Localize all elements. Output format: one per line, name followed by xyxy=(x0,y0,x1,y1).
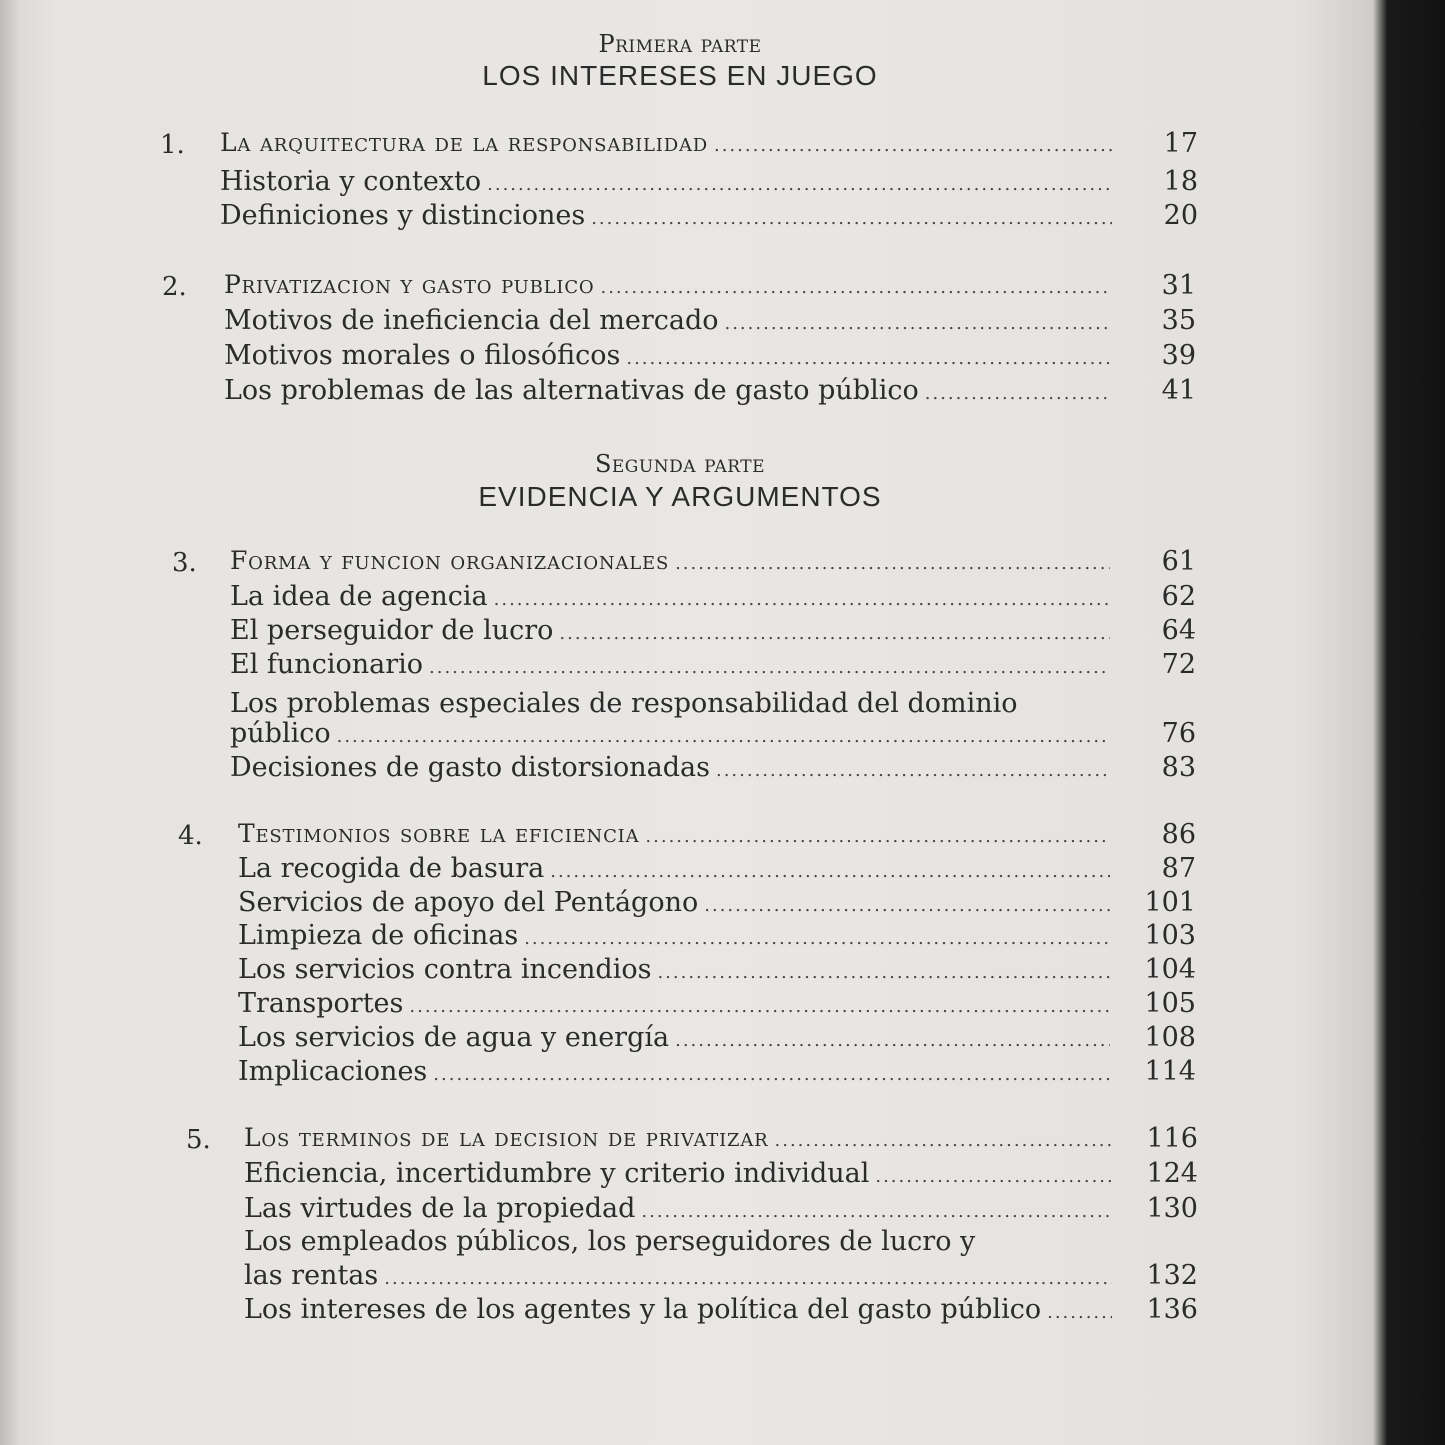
entry-title: Forma y funcion organizacionales xyxy=(230,546,670,575)
entry-title: Las virtudes de la propiedad xyxy=(244,1193,636,1224)
leader-dots xyxy=(675,1030,1110,1051)
toc-section-entry[interactable] xyxy=(230,752,1196,786)
entry-title: Los empleados públicos, los perseguidores de lucro y xyxy=(244,1226,976,1257)
leader-dots xyxy=(626,348,1110,369)
toc-section-entry[interactable] xyxy=(230,718,1196,752)
entry-title: Los problemas de las alternativas de gasto público xyxy=(224,375,919,406)
toc-section-entry[interactable] xyxy=(244,1158,1198,1192)
leader-dots xyxy=(716,760,1110,781)
toc-section-entry[interactable] xyxy=(244,1260,1198,1294)
toc-section-entry[interactable] xyxy=(238,1022,1196,1056)
entry-title: Limpieza de oficinas xyxy=(238,920,519,951)
entry-title: Servicios de apoyo del Pentágono xyxy=(238,887,699,918)
page-number: 86 xyxy=(1161,819,1196,850)
entry-title: La idea de agencia xyxy=(230,581,488,612)
leader-dots xyxy=(384,1268,1112,1289)
entry-title: Los servicios contra incendios xyxy=(238,954,652,985)
toc-section-entry[interactable] xyxy=(224,375,1196,409)
leader-dots xyxy=(591,208,1112,229)
entry-title: Motivos morales o filosóficos xyxy=(224,340,621,371)
leader-dots xyxy=(429,657,1110,678)
leader-dots xyxy=(925,383,1110,404)
leader-dots xyxy=(550,861,1110,882)
entry-title: Definiciones y distinciones xyxy=(220,200,586,231)
page-number: 35 xyxy=(1161,305,1196,336)
page-number: 62 xyxy=(1161,581,1196,612)
toc-section-entry[interactable] xyxy=(238,853,1196,887)
toc-section-entry[interactable] xyxy=(244,1193,1198,1227)
toc-section-entry[interactable] xyxy=(238,887,1196,921)
leader-dots xyxy=(600,277,1110,298)
toc-chapter-entry[interactable] xyxy=(238,819,1196,853)
entry-title: El funcionario xyxy=(230,649,423,680)
entry-title: Transportes xyxy=(238,988,404,1019)
toc-section-entry[interactable] xyxy=(230,649,1196,683)
entry-title: Los intereses de los agentes y la política del gasto público xyxy=(244,1294,1042,1325)
toc-section-entry[interactable] xyxy=(238,920,1196,954)
toc-section-entry[interactable] xyxy=(224,340,1196,374)
leader-dots xyxy=(645,826,1110,847)
toc-section-entry[interactable] xyxy=(220,166,1198,200)
page-number: 105 xyxy=(1144,988,1196,1019)
toc-chapter-entry[interactable] xyxy=(244,1123,1198,1157)
leader-dots xyxy=(559,623,1110,644)
toc-section-entry[interactable] xyxy=(244,1294,1198,1328)
leader-dots xyxy=(409,996,1110,1017)
page-number: 136 xyxy=(1146,1294,1198,1325)
entry-title: Decisiones de gasto distorsionadas xyxy=(230,752,710,783)
page-number: 64 xyxy=(1161,615,1196,646)
entry-title: público xyxy=(230,718,331,749)
part-title: EVIDENCIA Y ARGUMENTOS xyxy=(478,481,882,512)
entry-title: Testimonios sobre la eficiencia xyxy=(238,819,640,848)
leader-dots xyxy=(641,1201,1112,1222)
page-number: 116 xyxy=(1146,1123,1198,1154)
chapter-number: 3. xyxy=(172,548,197,578)
leader-dots xyxy=(433,1064,1110,1085)
page-number: 104 xyxy=(1144,954,1196,985)
leader-dots xyxy=(524,928,1110,949)
page-number: 18 xyxy=(1163,166,1198,197)
entry-title: Los problemas especiales de responsabilidad del dominio xyxy=(230,688,1018,719)
page-number: 39 xyxy=(1161,340,1196,371)
entry-title: El perseguidor de lucro xyxy=(230,615,554,646)
page-number: 41 xyxy=(1161,375,1196,406)
toc-section-entry[interactable] xyxy=(230,688,1196,722)
toc-section-entry[interactable] xyxy=(230,615,1196,649)
entry-title: las rentas xyxy=(244,1260,379,1291)
toc-chapter-entry[interactable] xyxy=(220,128,1198,162)
toc-chapter-entry[interactable] xyxy=(230,546,1196,580)
toc-section-entry[interactable] xyxy=(238,1056,1196,1090)
leader-dots xyxy=(487,174,1112,195)
entry-title: Eficiencia, incertidumbre y criterio individual xyxy=(244,1158,870,1189)
page-number: 87 xyxy=(1161,853,1196,884)
entry-title: Los servicios de agua y energía xyxy=(238,1022,670,1053)
entry-title: Historia y contexto xyxy=(220,166,482,197)
page-number: 72 xyxy=(1161,649,1196,680)
page-number: 132 xyxy=(1146,1260,1198,1291)
leader-dots xyxy=(675,553,1110,574)
page-number: 124 xyxy=(1146,1158,1198,1189)
page-number: 130 xyxy=(1146,1193,1198,1224)
leader-dots xyxy=(724,313,1110,334)
entry-title: Los terminos de la decision de privatizar xyxy=(244,1123,769,1152)
leader-dots xyxy=(714,135,1112,156)
toc-section-entry[interactable] xyxy=(230,581,1196,615)
toc-section-entry[interactable] xyxy=(238,954,1196,988)
page-number: 114 xyxy=(1144,1056,1196,1087)
toc-section-entry[interactable] xyxy=(238,988,1196,1022)
chapter-number: 5. xyxy=(186,1125,211,1155)
page-number: 83 xyxy=(1161,752,1196,783)
part-label: Segunda parte xyxy=(594,450,766,478)
entry-title: La recogida de basura xyxy=(238,853,545,884)
page-number: 108 xyxy=(1144,1022,1196,1053)
leader-dots xyxy=(704,895,1110,916)
page-number: 31 xyxy=(1161,270,1196,301)
leader-dots xyxy=(494,589,1110,610)
toc-section-entry[interactable] xyxy=(224,305,1196,339)
page-number: 76 xyxy=(1161,718,1196,749)
chapter-number: 1. xyxy=(160,130,185,160)
page-number: 20 xyxy=(1163,200,1198,231)
toc-chapter-entry[interactable] xyxy=(224,270,1196,304)
leader-dots xyxy=(1047,1302,1112,1323)
entry-title: La arquitectura de la responsabilidad xyxy=(220,128,708,157)
page-number: 103 xyxy=(1144,920,1196,951)
toc-section-entry[interactable] xyxy=(244,1226,1198,1260)
chapter-number: 4. xyxy=(178,821,203,851)
page-edge xyxy=(0,0,22,1445)
leader-dots xyxy=(657,962,1110,983)
page-number: 17 xyxy=(1163,128,1198,159)
entry-title: Privatizacion y gasto publico xyxy=(224,270,595,299)
entry-title: Motivos de ineficiencia del mercado xyxy=(224,305,719,336)
toc-section-entry[interactable] xyxy=(220,200,1198,234)
entry-title: Implicaciones xyxy=(238,1056,428,1087)
leader-dots xyxy=(337,726,1110,747)
leader-dots xyxy=(875,1166,1112,1187)
leader-dots xyxy=(775,1130,1113,1151)
page-number: 61 xyxy=(1161,546,1196,577)
part-label: Primera parte xyxy=(598,30,762,58)
part-title: LOS INTERESES EN JUEGO xyxy=(482,60,878,91)
chapter-number: 2. xyxy=(162,272,187,302)
page-number: 101 xyxy=(1144,887,1196,918)
